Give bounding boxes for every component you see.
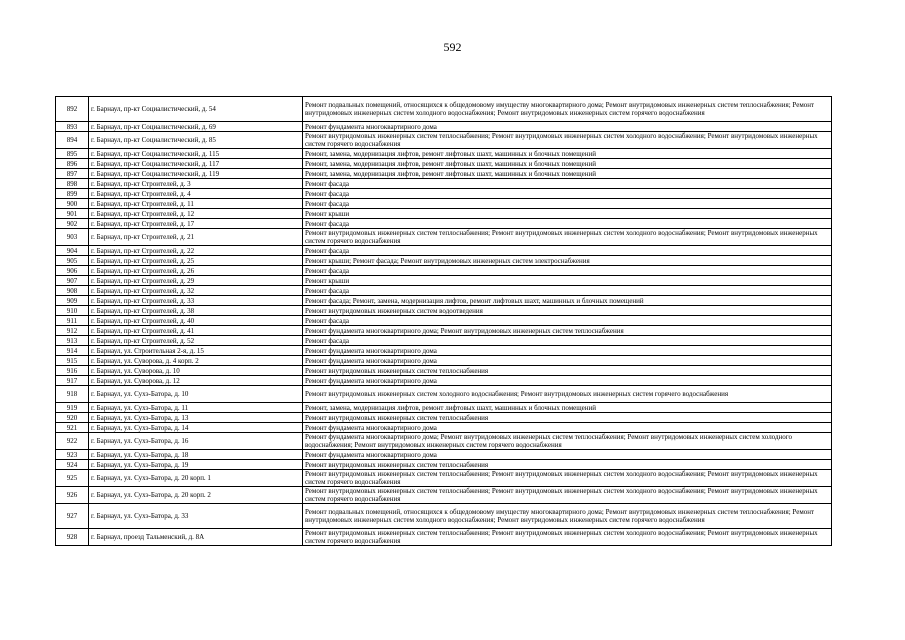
address-cell: г. Барнаул, ул. Сухэ-Батора, д. 10 <box>89 386 303 403</box>
table-row <box>56 229 832 246</box>
repair-works-cell: Ремонт фасада; Ремонт, замена, модернизация лифтов, ремонт лифтовых шахт, машинных и блочных помещений <box>303 296 832 306</box>
address-cell: г. Барнаул, ул. Сухэ-Батора, д. 20 корп. 1 <box>89 470 303 487</box>
row-number-cell: 903 <box>56 229 89 246</box>
repair-works-cell: Ремонт внутридомовых инженерных систем холодного водоснабжения; Ремонт внутридомовых инженерных систем горячего водоснабжения <box>303 386 832 403</box>
address-cell: г. Барнаул, пр-кт Строителей, д. 4 <box>89 189 303 199</box>
repair-works-cell: Ремонт фасада <box>303 246 832 256</box>
address-cell: г. Барнаул, пр-кт Социалистический, д. 54 <box>89 97 303 122</box>
address-cell: г. Барнаул, пр-кт Строителей, д. 33 <box>89 296 303 306</box>
repair-works-cell: Ремонт фундамента многоквартирного дома <box>303 346 832 356</box>
table-row <box>56 199 832 209</box>
repair-works-cell: Ремонт фасада <box>303 189 832 199</box>
table-row <box>56 179 832 189</box>
row-number-cell: 896 <box>56 159 89 169</box>
address-cell: г. Барнаул, пр-кт Строителей, д. 17 <box>89 219 303 229</box>
repair-works-cell: Ремонт внутридомовых инженерных систем теплоснабжения; Ремонт внутридомовых инженерных систем холодного водоснабжения; Ремонт внутридомовых инженерных систем горячего водоснабжения <box>303 229 832 246</box>
row-number-cell: 898 <box>56 179 89 189</box>
repair-works-cell: Ремонт фундамента многоквартирного дома <box>303 376 832 386</box>
address-cell: г. Барнаул, пр-кт Социалистический, д. 115 <box>89 149 303 159</box>
row-number-cell: 897 <box>56 169 89 179</box>
table-row <box>56 132 832 149</box>
repair-works-cell: Ремонт фундамента многоквартирного дома; Ремонт внутридомовых инженерных систем теплоснабжения; Ремонт внутридомовых инженерных систем холодного водоснабжения; Ремонт внутридомовых инженерных систем горячего водоснабжения <box>303 433 832 450</box>
address-cell: г. Барнаул, ул. Сухэ-Батора, д. 14 <box>89 423 303 433</box>
table-body <box>56 97 832 546</box>
address-cell: г. Барнаул, пр-кт Строителей, д. 52 <box>89 336 303 346</box>
repair-works-cell: Ремонт крыши <box>303 276 832 286</box>
address-cell: г. Барнаул, пр-кт Строителей, д. 40 <box>89 316 303 326</box>
table-row <box>56 470 832 487</box>
row-number-cell: 911 <box>56 316 89 326</box>
repair-works-cell: Ремонт фундамента многоквартирного дома <box>303 356 832 366</box>
row-number-cell: 902 <box>56 219 89 229</box>
repair-register-table <box>55 96 832 546</box>
row-number-cell: 900 <box>56 199 89 209</box>
address-cell: г. Барнаул, пр-кт Строителей, д. 21 <box>89 229 303 246</box>
address-cell: г. Барнаул, ул. Суворова, д. 12 <box>89 376 303 386</box>
address-cell: г. Барнаул, пр-кт Строителей, д. 41 <box>89 326 303 336</box>
table-row <box>56 423 832 433</box>
row-number-cell: 921 <box>56 423 89 433</box>
row-number-cell: 925 <box>56 470 89 487</box>
row-number-cell: 894 <box>56 132 89 149</box>
table-row <box>56 487 832 504</box>
table-row <box>56 433 832 450</box>
table-row <box>56 97 832 122</box>
table-row <box>56 266 832 276</box>
repair-works-cell: Ремонт фундамента многоквартирного дома <box>303 122 832 132</box>
address-cell: г. Барнаул, пр-кт Социалистический, д. 85 <box>89 132 303 149</box>
address-cell: г. Барнаул, ул. Суворова, д. 10 <box>89 366 303 376</box>
table-row <box>56 149 832 159</box>
table-row <box>56 286 832 296</box>
table-row <box>56 336 832 346</box>
table-row <box>56 376 832 386</box>
repair-works-cell: Ремонт внутридомовых инженерных систем теплоснабжения <box>303 413 832 423</box>
table-row <box>56 306 832 316</box>
table-row <box>56 460 832 470</box>
row-number-cell: 926 <box>56 487 89 504</box>
row-number-cell: 908 <box>56 286 89 296</box>
table-row <box>56 209 832 219</box>
repair-works-cell: Ремонт фасада <box>303 266 832 276</box>
row-number-cell: 920 <box>56 413 89 423</box>
row-number-cell: 910 <box>56 306 89 316</box>
address-cell: г. Барнаул, ул. Сухэ-Батора, д. 20 корп. 2 <box>89 487 303 504</box>
repair-works-cell: Ремонт внутридомовых инженерных систем теплоснабжения; Ремонт внутридомовых инженерных систем холодного водоснабжения; Ремонт внутридомовых инженерных систем горячего водоснабжения <box>303 529 832 546</box>
repair-works-cell: Ремонт подвальных помещений, относящихся к общедомовому имуществу многоквартирного дома; Ремонт внутридомовых инженерных систем теплоснабжения; Ремонт внутридомовых инженерных систем холодного водоснабжения; Ремонт внутридомовых инженерных систем горячего водоснабжения <box>303 504 832 529</box>
table-row <box>56 529 832 546</box>
repair-works-cell: Ремонт фундамента многоквартирного дома; Ремонт внутридомовых инженерных систем теплоснабжения <box>303 326 832 336</box>
table-row <box>56 276 832 286</box>
row-number-cell: 907 <box>56 276 89 286</box>
row-number-cell: 923 <box>56 450 89 460</box>
table-row <box>56 413 832 423</box>
address-cell: г. Барнаул, ул. Сухэ-Батора, д. 18 <box>89 450 303 460</box>
row-number-cell: 901 <box>56 209 89 219</box>
table-row <box>56 122 832 132</box>
repair-works-cell: Ремонт внутридомовых инженерных систем теплоснабжения; Ремонт внутридомовых инженерных систем холодного водоснабжения; Ремонт внутридомовых инженерных систем горячего водоснабжения <box>303 487 832 504</box>
repair-works-cell: Ремонт, замена, модернизация лифтов, ремонт лифтовых шахт, машинных и блочных помещений <box>303 149 832 159</box>
address-cell: г. Барнаул, пр-кт Социалистический, д. 119 <box>89 169 303 179</box>
repair-works-cell: Ремонт внутридомовых инженерных систем теплоснабжения <box>303 460 832 470</box>
table-row <box>56 316 832 326</box>
table-row <box>56 296 832 306</box>
row-number-cell: 909 <box>56 296 89 306</box>
table-row <box>56 450 832 460</box>
repair-works-cell: Ремонт внутридомовых инженерных систем теплоснабжения; Ремонт внутридомовых инженерных систем холодного водоснабжения; Ремонт внутридомовых инженерных систем горячего водоснабжения <box>303 132 832 149</box>
table-row <box>56 256 832 266</box>
repair-works-cell: Ремонт внутридомовых инженерных систем теплоснабжения <box>303 366 832 376</box>
row-number-cell: 928 <box>56 529 89 546</box>
row-number-cell: 922 <box>56 433 89 450</box>
address-cell: г. Барнаул, пр-кт Строителей, д. 25 <box>89 256 303 266</box>
row-number-cell: 917 <box>56 376 89 386</box>
address-cell: г. Барнаул, пр-кт Строителей, д. 26 <box>89 266 303 276</box>
address-cell: г. Барнаул, пр-кт Строителей, д. 11 <box>89 199 303 209</box>
row-number-cell: 914 <box>56 346 89 356</box>
table-row <box>56 219 832 229</box>
repair-works-cell: Ремонт внутридомовых инженерных систем теплоснабжения; Ремонт внутридомовых инженерных систем холодного водоснабжения; Ремонт внутридомовых инженерных систем горячего водоснабжения <box>303 470 832 487</box>
address-cell: г. Барнаул, пр-кт Строителей, д. 29 <box>89 276 303 286</box>
row-number-cell: 916 <box>56 366 89 376</box>
row-number-cell: 924 <box>56 460 89 470</box>
row-number-cell: 918 <box>56 386 89 403</box>
address-cell: г. Барнаул, пр-кт Строителей, д. 12 <box>89 209 303 219</box>
repair-works-cell: Ремонт крыши; Ремонт фасада; Ремонт внутридомовых инженерных систем электроснабжения <box>303 256 832 266</box>
repair-works-cell: Ремонт фасада <box>303 179 832 189</box>
row-number-cell: 895 <box>56 149 89 159</box>
repair-works-cell: Ремонт фасада <box>303 316 832 326</box>
address-cell: г. Барнаул, ул. Строительная 2-я, д. 15 <box>89 346 303 356</box>
repair-works-cell: Ремонт подвальных помещений, относящихся к общедомовому имуществу многоквартирного дома; Ремонт внутридомовых инженерных систем теплоснабжения; Ремонт внутридомовых инженерных систем холодного водоснабжения; Ремонт внутридомовых инженерных систем горячего водоснабжения <box>303 97 832 122</box>
table-row <box>56 159 832 169</box>
table-row <box>56 403 832 413</box>
repair-works-cell: Ремонт крыши <box>303 209 832 219</box>
row-number-cell: 912 <box>56 326 89 336</box>
address-cell: г. Барнаул, пр-кт Строителей, д. 38 <box>89 306 303 316</box>
address-cell: г. Барнаул, ул. Сухэ-Батора, д. 19 <box>89 460 303 470</box>
row-number-cell: 919 <box>56 403 89 413</box>
table-row <box>56 366 832 376</box>
address-cell: г. Барнаул, пр-кт Социалистический, д. 117 <box>89 159 303 169</box>
table-row <box>56 386 832 403</box>
repair-works-cell: Ремонт, замена, модернизация лифтов, ремонт лифтовых шахт, машинных и блочных помещений <box>303 403 832 413</box>
row-number-cell: 899 <box>56 189 89 199</box>
table-row <box>56 246 832 256</box>
table-row <box>56 346 832 356</box>
row-number-cell: 893 <box>56 122 89 132</box>
address-cell: г. Барнаул, ул. Сухэ-Батора, д. 33 <box>89 504 303 529</box>
table-row <box>56 356 832 366</box>
row-number-cell: 906 <box>56 266 89 276</box>
row-number-cell: 915 <box>56 356 89 366</box>
table-row <box>56 189 832 199</box>
row-number-cell: 913 <box>56 336 89 346</box>
row-number-cell: 905 <box>56 256 89 266</box>
row-number-cell: 904 <box>56 246 89 256</box>
repair-works-cell: Ремонт фасада <box>303 336 832 346</box>
address-cell: г. Барнаул, пр-кт Строителей, д. 32 <box>89 286 303 296</box>
table-row <box>56 326 832 336</box>
row-number-cell: 892 <box>56 97 89 122</box>
address-cell: г. Барнаул, ул. Сухэ-Батора, д. 13 <box>89 413 303 423</box>
repair-works-cell: Ремонт, замена, модернизация лифтов, ремонт лифтовых шахт, машинных и блочных помещений <box>303 169 832 179</box>
repair-works-cell: Ремонт внутридомовых инженерных систем водоотведения <box>303 306 832 316</box>
repair-works-cell: Ремонт фундамента многоквартирного дома <box>303 423 832 433</box>
address-cell: г. Барнаул, пр-кт Строителей, д. 3 <box>89 179 303 189</box>
table-row <box>56 169 832 179</box>
repair-works-cell: Ремонт фасада <box>303 219 832 229</box>
address-cell: г. Барнаул, проезд Тальменский, д. 8А <box>89 529 303 546</box>
row-number-cell: 927 <box>56 504 89 529</box>
address-cell: г. Барнаул, ул. Сухэ-Батора, д. 16 <box>89 433 303 450</box>
address-cell: г. Барнаул, пр-кт Социалистический, д. 69 <box>89 122 303 132</box>
repair-works-cell: Ремонт, замена, модернизация лифтов, ремонт лифтовых шахт, машинных и блочных помещений <box>303 159 832 169</box>
repair-works-cell: Ремонт фасада <box>303 199 832 209</box>
repair-works-cell: Ремонт фасада <box>303 286 832 296</box>
repair-works-cell: Ремонт фундамента многоквартирного дома <box>303 450 832 460</box>
address-cell: г. Барнаул, ул. Суворова, д. 4 корп. 2 <box>89 356 303 366</box>
table-row <box>56 504 832 529</box>
address-cell: г. Барнаул, ул. Сухэ-Батора, д. 11 <box>89 403 303 413</box>
address-cell: г. Барнаул, пр-кт Строителей, д. 22 <box>89 246 303 256</box>
page-number: 592 <box>443 40 462 54</box>
